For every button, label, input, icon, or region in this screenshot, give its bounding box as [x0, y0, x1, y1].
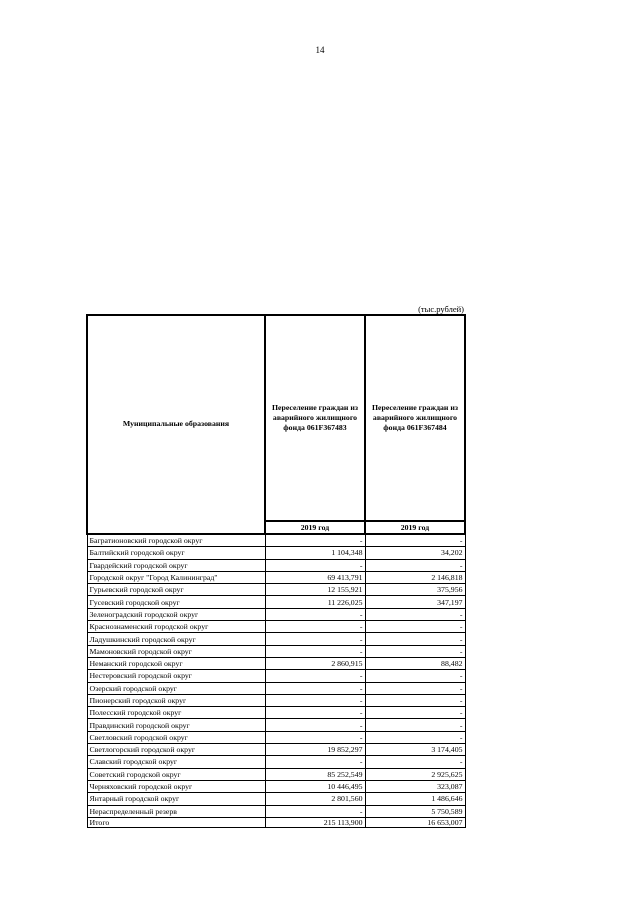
table-row	[87, 621, 465, 633]
value-col1-cell: 69 413,791	[265, 571, 365, 583]
value-col2-cell: -	[365, 694, 465, 706]
municipality-cell: Пионерский городской округ	[87, 694, 265, 706]
municipality-cell: Черняховский городской округ	[87, 780, 265, 792]
value-col2-cell: -	[365, 756, 465, 768]
municipality-cell: Нестеровский городской округ	[87, 670, 265, 682]
value-col2-cell: -	[365, 559, 465, 571]
municipality-cell: Озерский городской округ	[87, 682, 265, 694]
value-col1-cell: 10 446,495	[265, 780, 365, 792]
header-year-col1: 2019 год	[265, 521, 365, 534]
value-col1-cell: -	[265, 805, 365, 817]
table-row	[87, 719, 465, 731]
value-col2-cell: -	[365, 707, 465, 719]
municipality-cell: Багратионовский городской округ	[87, 534, 265, 547]
value-col1-cell: -	[265, 608, 365, 620]
value-col2-cell: 347,197	[365, 596, 465, 608]
value-col1-cell: 1 104,348	[265, 547, 365, 559]
value-col2-cell: 2 925,625	[365, 768, 465, 780]
value-col2-cell: -	[365, 645, 465, 657]
value-col1-cell: -	[265, 670, 365, 682]
municipality-cell: Светловский городской округ	[87, 731, 265, 743]
value-col1-cell: -	[265, 756, 365, 768]
municipality-cell: Городской округ "Город Калининград"	[87, 571, 265, 583]
header-municipality: Муниципальные образования	[87, 315, 265, 534]
value-col2-cell: -	[365, 670, 465, 682]
table-row	[87, 694, 465, 706]
value-col1-cell: -	[265, 719, 365, 731]
table-row	[87, 768, 465, 780]
value-col2-cell: -	[365, 608, 465, 620]
table-row	[87, 707, 465, 719]
municipality-cell: Славский городской округ	[87, 756, 265, 768]
municipality-cell: Правдинский городской округ	[87, 719, 265, 731]
value-col2-cell: 1 486,646	[365, 793, 465, 805]
value-col1-cell: -	[265, 682, 365, 694]
table-row	[87, 633, 465, 645]
total-row	[87, 817, 465, 827]
municipality-cell: Балтийский городской округ	[87, 547, 265, 559]
total-label: Итого	[87, 817, 265, 827]
value-col2-cell: -	[365, 621, 465, 633]
value-col2-cell: -	[365, 731, 465, 743]
value-col2-cell: 5 750,589	[365, 805, 465, 817]
value-col2-cell: -	[365, 719, 465, 731]
value-col2-cell: 2 146,818	[365, 571, 465, 583]
table-row	[87, 596, 465, 608]
value-col1-cell: -	[265, 621, 365, 633]
table-row	[87, 805, 465, 817]
table-row	[87, 645, 465, 657]
value-col1-cell: 2 860,915	[265, 657, 365, 669]
municipality-cell: Неманский городской округ	[87, 657, 265, 669]
value-col1-cell: 12 155,921	[265, 584, 365, 596]
municipality-cell: Нераспределенный резерв	[87, 805, 265, 817]
municipality-cell: Светлогорский городской округ	[87, 744, 265, 756]
value-col2-cell: -	[365, 682, 465, 694]
value-col1-cell: -	[265, 534, 365, 547]
table-row	[87, 584, 465, 596]
total-col1: 215 113,900	[265, 817, 365, 827]
value-col2-cell: 375,956	[365, 584, 465, 596]
table-row	[87, 534, 465, 547]
table-row	[87, 571, 465, 583]
municipality-cell: Мамоновский городской округ	[87, 645, 265, 657]
municipality-cell: Зеленоградский городской округ	[87, 608, 265, 620]
value-col2-cell: 34,202	[365, 547, 465, 559]
value-col1-cell: -	[265, 707, 365, 719]
header-col2: Переселение граждан из аварийного жилищного фонда 061F367484	[365, 315, 465, 521]
municipality-cell: Краснознаменский городской округ	[87, 621, 265, 633]
value-col2-cell: 323,087	[365, 780, 465, 792]
municipality-cell: Гусевский городской округ	[87, 596, 265, 608]
table-row	[87, 670, 465, 682]
units-label: (тыс.рублей)	[418, 304, 464, 314]
municipality-cell: Янтарный городской округ	[87, 793, 265, 805]
value-col1-cell: -	[265, 633, 365, 645]
municipality-cell: Гурьевский городской округ	[87, 584, 265, 596]
table-header-row	[87, 315, 465, 521]
table-row	[87, 547, 465, 559]
value-col1-cell: 11 226,025	[265, 596, 365, 608]
header-col1: Переселение граждан из аварийного жилищного фонда 061F367483	[265, 315, 365, 521]
value-col1-cell: 19 852,297	[265, 744, 365, 756]
table-row	[87, 731, 465, 743]
table-row	[87, 756, 465, 768]
value-col2-cell: 3 174,405	[365, 744, 465, 756]
table-row	[87, 793, 465, 805]
value-col1-cell: 85 252,549	[265, 768, 365, 780]
table-body	[87, 534, 465, 817]
total-col2: 16 653,007	[365, 817, 465, 827]
value-col2-cell: -	[365, 633, 465, 645]
value-col1-cell: -	[265, 645, 365, 657]
page-number: 14	[315, 45, 325, 55]
value-col2-cell: -	[365, 534, 465, 547]
municipality-cell: Ладушкинский городской округ	[87, 633, 265, 645]
value-col1-cell: 2 801,560	[265, 793, 365, 805]
header-year-col2: 2019 год	[365, 521, 465, 534]
value-col1-cell: -	[265, 694, 365, 706]
table-row	[87, 608, 465, 620]
table-row	[87, 744, 465, 756]
table-row	[87, 780, 465, 792]
municipality-cell: Советский городской округ	[87, 768, 265, 780]
value-col1-cell: -	[265, 731, 365, 743]
table-row	[87, 682, 465, 694]
table-row	[87, 657, 465, 669]
value-col2-cell: 88,482	[365, 657, 465, 669]
budget-table	[86, 314, 466, 828]
value-col1-cell: -	[265, 559, 365, 571]
municipality-cell: Гвардейский городской округ	[87, 559, 265, 571]
table-row	[87, 559, 465, 571]
municipality-cell: Полесский городской округ	[87, 707, 265, 719]
